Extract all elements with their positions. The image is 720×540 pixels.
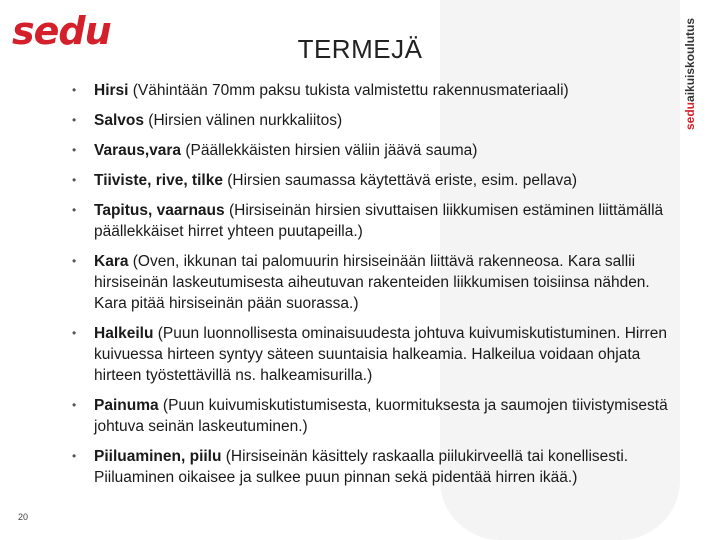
term-description: (Vähintään 70mm paksu tukista valmistettu rakennusmateriaali) [128, 82, 569, 99]
side-brand-part2: aikuiskoulutus [683, 17, 697, 102]
sedu-logo: sedu [12, 9, 111, 53]
bullet-icon: • [72, 143, 77, 157]
bullet-icon: • [72, 113, 77, 127]
list-item [68, 323, 668, 386]
bullet-icon: • [72, 398, 77, 412]
term: Tiiviste, rive, tilke [94, 172, 223, 189]
term: Halkeilu [94, 325, 154, 342]
term: Salvos [94, 112, 144, 129]
term-description: (Hirsiseinän hirsien sivuttaisen liikkumisen estäminen liittämällä päällekkäiset hirret yhteen puutapeilla.) [94, 202, 664, 240]
term: Tapitus, vaarnaus [94, 202, 225, 219]
list-item [68, 395, 668, 437]
term-description: (Puun luonnollisesta ominaisuudesta johtuva kuivumiskutistuminen. Hirren kuivuessa hirteen syntyy säteen suuntaisia halkeamia. Halkeilua voidaan ohjata hirteen työstettävillä ns. halkeamisurilla.) [94, 325, 667, 384]
bullet-icon: • [72, 173, 77, 187]
term-description: (Hirsiseinän käsittely raskaalla piilukirveellä tai konellisesti. Piiluaminen oikaisee ja sulkee puun pinnan sekä pidentää hirren ikää.) [94, 448, 629, 486]
list-item [68, 80, 668, 101]
term: Varaus,vara [94, 142, 182, 159]
list-item [68, 110, 668, 131]
list-item [68, 140, 668, 161]
term-description: (Hirsien saumassa käytettävä eriste, esim. pellava) [222, 172, 578, 189]
bullet-icon: • [72, 203, 77, 217]
side-brand-part1: sedu [683, 101, 697, 130]
term: Painuma [94, 397, 159, 414]
bullet-icon: • [72, 449, 77, 463]
term-description: (Oven, ikkunan tai palomuurin hirsiseinään liittävä rakenneosa. Kara sallii hirsiseinän laskeutumisesta aiheutuvan rakenteiden liikkumisen toisiinsa nähden. Kara pitää hirsiseinän pään suorassa.) [94, 253, 650, 312]
term-description: (Hirsien välinen nurkkaliitos) [143, 112, 343, 129]
term-description: (Päällekkäisten hirsien väliin jäävä sauma) [181, 142, 478, 159]
list-item [68, 251, 668, 314]
list-item [68, 170, 668, 191]
term: Kara [94, 253, 129, 270]
term-list [68, 80, 668, 497]
term: Piiluaminen, piilu [94, 448, 222, 465]
page-number: 20 [18, 512, 29, 522]
term-description: (Puun kuivumiskutistumisesta, kuormituksesta ja saumojen tiivistymisestä johtuva seinän laskeutuminen.) [94, 397, 668, 435]
bullet-icon: • [72, 254, 77, 268]
term: Hirsi [94, 82, 129, 99]
list-item [68, 200, 668, 242]
list-item [68, 446, 668, 488]
bullet-icon: • [72, 326, 77, 340]
bullet-icon: • [72, 83, 77, 97]
page-title: TERMEJÄ [297, 34, 423, 64]
